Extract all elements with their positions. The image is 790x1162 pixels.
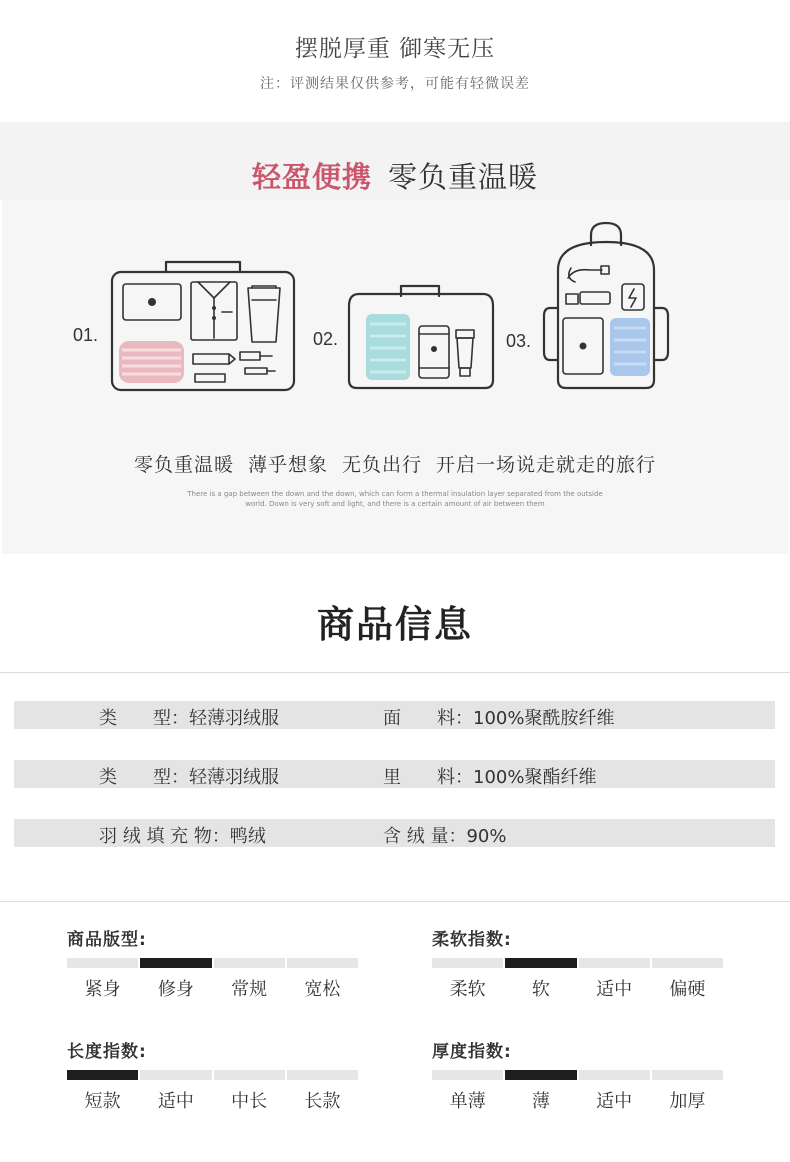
english-line: There is a gap between the down and the down, which can form a thermal insulation layer separated from the outside bbox=[187, 490, 603, 498]
index-title: 厚度指数: bbox=[432, 1042, 512, 1062]
index-bar-selected bbox=[505, 1070, 576, 1080]
index-option-label: 适中 bbox=[596, 1091, 633, 1112]
tagline-part: 无负出行 bbox=[342, 454, 423, 476]
power-bank-icon bbox=[622, 284, 644, 310]
index-bar-selected bbox=[67, 1070, 138, 1080]
phone-icon bbox=[419, 326, 449, 378]
index-option-label: 柔软 bbox=[449, 979, 486, 1000]
index-option-label: 偏硬 bbox=[669, 979, 706, 1000]
top-title: 摆脱厚重 御寒无压 bbox=[294, 36, 496, 62]
index-bar bbox=[140, 1070, 211, 1080]
product-info-title: 商品信息 bbox=[317, 603, 473, 646]
cable-icon bbox=[240, 352, 275, 374]
index-bar bbox=[432, 958, 503, 968]
info-left: 类 型：轻薄羽绒服 bbox=[99, 708, 279, 729]
index-bar-selected bbox=[505, 958, 576, 968]
index-title: 商品版型: bbox=[67, 930, 147, 950]
info-right: 面 料：100%聚酰胺纤维 bbox=[383, 708, 615, 729]
index-bar bbox=[287, 1070, 358, 1080]
index-scale bbox=[432, 1070, 723, 1080]
index-option-label: 薄 bbox=[531, 1091, 550, 1112]
index-bar bbox=[67, 958, 138, 968]
step-number-3: 03. bbox=[506, 331, 532, 351]
index-option-label: 紧身 bbox=[84, 979, 121, 1000]
info-row bbox=[14, 819, 775, 847]
charger-icon bbox=[566, 266, 610, 304]
index-labels bbox=[67, 1087, 358, 1113]
index-option-label: 加厚 bbox=[669, 1091, 706, 1112]
info-row bbox=[14, 760, 775, 788]
index-scale bbox=[67, 958, 358, 968]
tagline-part: 开启一场说走就走的旅行 bbox=[436, 454, 657, 476]
index-bar-selected bbox=[140, 958, 211, 968]
index-option-label: 常规 bbox=[231, 979, 268, 1000]
index-option-label: 修身 bbox=[157, 979, 194, 1000]
tablet-icon bbox=[123, 284, 181, 320]
headline-rest: 零负重温暖 bbox=[388, 160, 539, 194]
english-description bbox=[150, 489, 640, 509]
index-option-label: 长款 bbox=[304, 1091, 341, 1112]
shirt-icon bbox=[191, 282, 237, 340]
index-option-label: 适中 bbox=[596, 979, 633, 1000]
info-row bbox=[14, 701, 775, 729]
evaluation-note: 注：评测结果仅供参考，可能有轻微误差 bbox=[260, 76, 530, 92]
index-option-label: 中长 bbox=[231, 1091, 268, 1112]
index-option-label: 短款 bbox=[84, 1091, 121, 1112]
index-option-label: 宽松 bbox=[304, 979, 341, 1000]
index-labels bbox=[432, 975, 723, 1001]
thickness-index bbox=[432, 1037, 723, 1117]
folded-jacket-icon bbox=[610, 318, 650, 376]
index-bar bbox=[214, 1070, 285, 1080]
info-left: 类 型：轻薄羽绒服 bbox=[99, 767, 279, 788]
index-bar bbox=[432, 1070, 503, 1080]
lotion-tube-icon bbox=[456, 330, 474, 376]
index-option-label: 适中 bbox=[157, 1091, 194, 1112]
fit-index bbox=[67, 925, 358, 1005]
tablet-icon bbox=[563, 318, 603, 374]
packing-illustration bbox=[0, 0, 790, 420]
step-number-2: 02. bbox=[313, 329, 339, 349]
cup-icon bbox=[248, 286, 280, 342]
index-bar bbox=[652, 1070, 723, 1080]
index-bar bbox=[287, 958, 358, 968]
index-bar bbox=[579, 958, 650, 968]
tie-icon bbox=[193, 354, 235, 382]
length-index bbox=[67, 1037, 358, 1117]
index-bar bbox=[652, 958, 723, 968]
index-title: 柔软指数: bbox=[432, 930, 512, 950]
feature-tagline bbox=[0, 450, 790, 477]
index-title: 长度指数: bbox=[67, 1042, 147, 1062]
index-scale bbox=[67, 1070, 358, 1080]
english-line: world. Down is very soft and light, and there is a certain amount of air between them bbox=[245, 500, 545, 508]
index-option-label: 单薄 bbox=[449, 1091, 486, 1112]
info-right: 含 绒 量：90% bbox=[383, 826, 507, 847]
softness-index bbox=[432, 925, 723, 1005]
info-left: 羽 绒 填 充 物：鸭绒 bbox=[99, 826, 266, 847]
folded-jacket-icon bbox=[119, 341, 184, 383]
index-option-label: 软 bbox=[531, 979, 550, 1000]
divider bbox=[0, 672, 790, 673]
index-bar bbox=[214, 958, 285, 968]
tagline-part: 薄乎想象 bbox=[247, 454, 328, 476]
tagline-part: 零负重温暖 bbox=[133, 454, 234, 476]
info-right: 里 料：100%聚酯纤维 bbox=[383, 767, 597, 788]
folded-jacket-icon bbox=[366, 314, 410, 380]
headline-accent: 轻盈便携 bbox=[251, 160, 372, 194]
index-scale bbox=[432, 958, 723, 968]
index-labels bbox=[432, 1087, 723, 1113]
divider bbox=[0, 901, 790, 902]
step-number-1: 01. bbox=[73, 325, 99, 345]
index-bar bbox=[579, 1070, 650, 1080]
index-labels bbox=[67, 975, 358, 1001]
